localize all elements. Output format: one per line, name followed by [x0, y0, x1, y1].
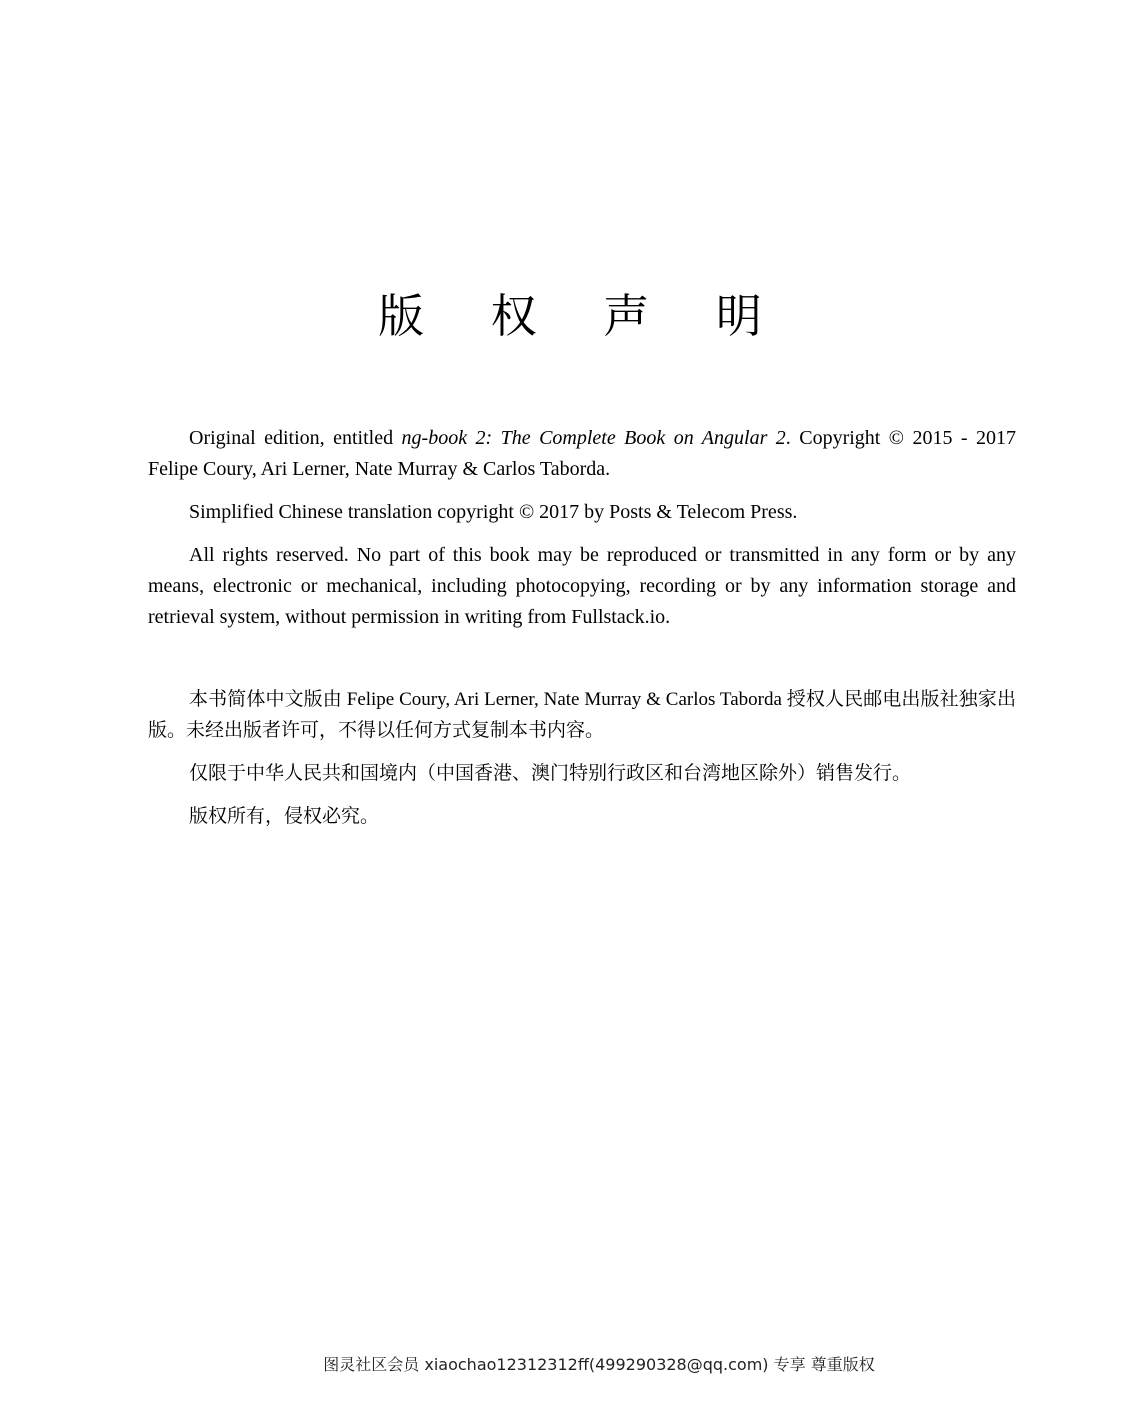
- translation-copyright-paragraph: Simplified Chinese translation copyright © 2017 by Posts & Telecom Press.: [189, 501, 798, 523]
- authorization-lead: 本书简体中文版由: [189, 688, 342, 710]
- original-edition-paragraph: [148, 423, 1016, 485]
- book-title: ng-book 2: The Complete Book on Angular 2: [401, 427, 786, 449]
- original-edition-tail: . Copyright © 2015 - 2017 Felipe Coury, Ari Lerner, Nate Murray & Carlos Taborda.: [148, 427, 1017, 480]
- chinese-copyright-block: [148, 684, 1016, 844]
- rights-reserved-paragraph: All rights reserved. No part of this book may be reproduced or transmitted in any form or by any means, electronic or mechanical, including photocopying, recording or by any information storage and retrieval system, without permission in writing from Fullstack.io.: [148, 544, 1016, 628]
- rights-notice-paragraph: 版权所有，侵权必究。: [189, 805, 380, 827]
- author-names: Felipe Coury, Ari Lerner, Nate Murray & Carlos Taborda: [341, 689, 787, 710]
- authorization-tail: 授权人民邮电出版社独家出版。未经出版者许可，不得以任何方式复制本书内容。: [148, 688, 1016, 741]
- authorization-paragraph: [148, 684, 1016, 746]
- original-edition-lead: Original edition, entitled: [189, 427, 402, 449]
- page-title: 版 权 声 明: [378, 289, 788, 343]
- footer-watermark: 图灵社区会员 xiaochao12312312ff(499290328@qq.com) 专享 尊重版权: [323, 1355, 875, 1374]
- sales-region-paragraph: 仅限于中华人民共和国境内（中国香港、澳门特别行政区和台湾地区除外）销售发行。: [189, 762, 912, 784]
- english-copyright-block: [148, 423, 1016, 645]
